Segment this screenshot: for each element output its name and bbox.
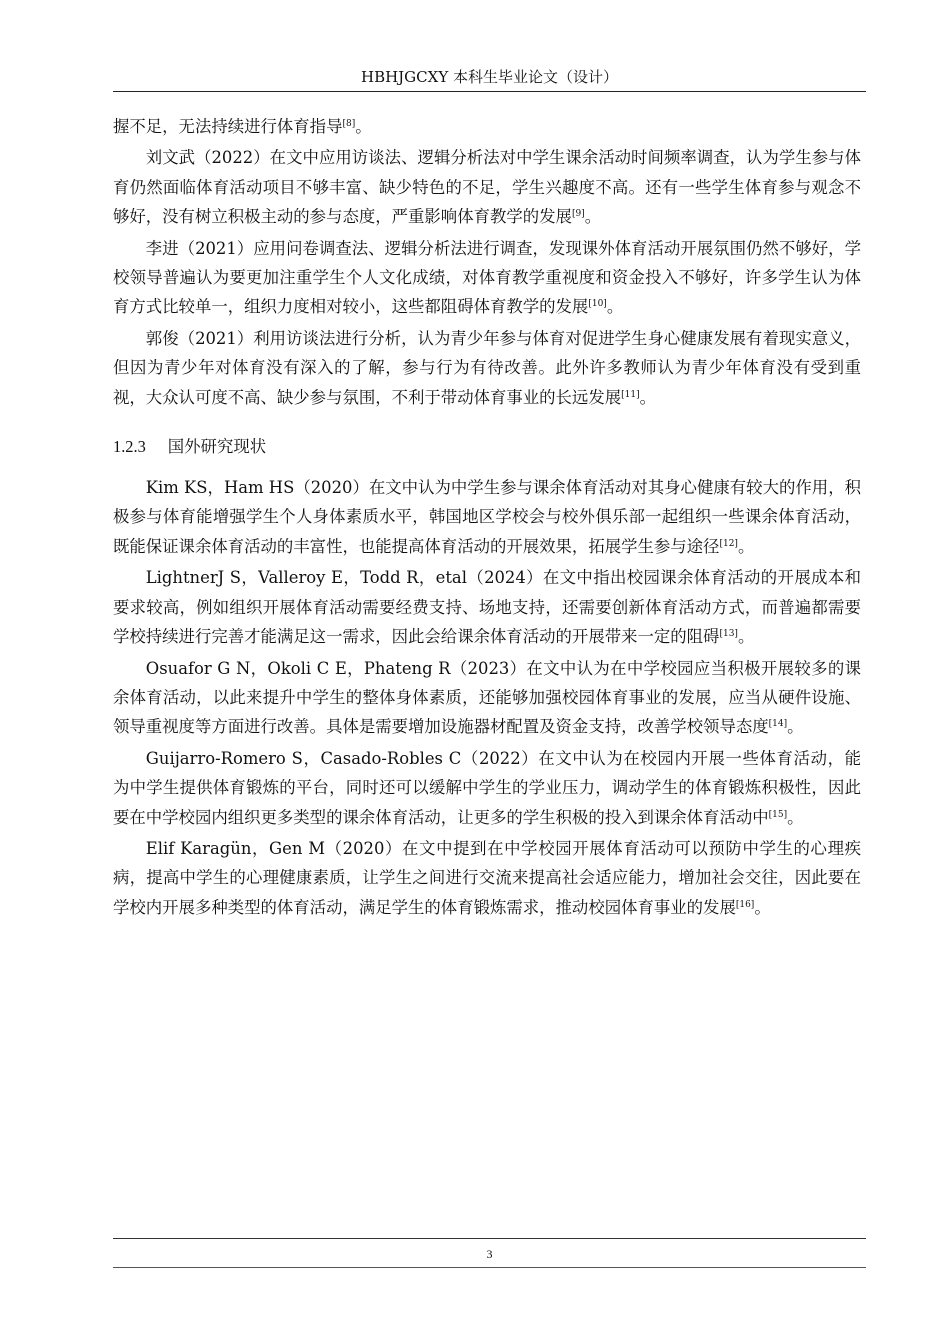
page-number: 3 xyxy=(486,1247,493,1261)
citation-ref: [11] xyxy=(621,389,640,400)
citation-ref: [12] xyxy=(719,538,738,549)
paragraph-osuafor: Osuafor G N，Okoli C E，Phateng R（2023）在文中认为在中学校园应当积极开展较多的课余体育活动，以此来提升中学生的整体身体素质，还能够加强校园体育事业的发展，应当从硬件设施、领导重视度等方面进行改善。具体是需要增加设施器材配置及资金支持，改善学校领导态度[14]。 xyxy=(113,658,861,737)
citation-ref: [13] xyxy=(719,629,738,640)
header-rule xyxy=(113,91,866,92)
paragraph-guo: 郭俊（2021）利用访谈法进行分析，认为青少年参与体育对促进学生身心健康发展有着现实意义，但因为青少年对体育没有深入的了解，参与行为有待改善。此外许多教师认为青少年体育没有受到重视，大众认可度不高、缺少参与氛围，不利于带动体育事业的长远发展[11]。 xyxy=(113,328,861,407)
body-content xyxy=(113,112,861,922)
paragraph-guijarro: Guijarro-Romero S，Casado-Robles C（2022）在文中认为在校园内开展一些体育活动，能为中学生提供体育锻炼的平台，同时还可以缓解中学生的学业压力，调动学生的体育锻炼积极性，因此要在中学校园内组织更多类型的课余体育活动，让更多的学生积极的投入到课余体育活动中[15]。 xyxy=(113,748,861,827)
paragraph-liu: 刘文武（2022）在文中应用访谈法、逻辑分析法对中学生课余活动时间频率调查，认为学生参与体育仍然面临体育活动项目不够丰富、缺少特色的不足，学生兴趣度不高。还有一些学生体育参与观念不够好，没有树立积极主动的参与态度，严重影响体育教学的发展[9]。 xyxy=(113,148,861,227)
paragraph-li: 李进（2021）应用问卷调查法、逻辑分析法进行调查，发现课外体育活动开展氛围仍然不够好，学校领导普遍认为要更加注重学生个人文化成绩，对体育教学重视度和资金投入不够好，许多学生认为体育方式比较单一，组织力度相对较小，这些都阻碍体育教学的发展[10]。 xyxy=(113,238,861,317)
paragraph-elif: Elif Karagün，Gen M（2020）在文中提到在中学校园开展体育活动可以预防中学生的心理疾病，提高中学生的心理健康素质，让学生之间进行交流来提高社会适应能力，增加社会交往，因此要在学校内开展多种类型的体育活动，满足学生的体育锻炼需求，推动校园体育事业的发展[16]。 xyxy=(113,838,861,917)
citation-ref: [14] xyxy=(768,719,788,730)
paragraph-lightner: LightnerJ S，Valleroy E，Todd R，etal（2024）在文中指出校园课余体育活动的开展成本和要求较高，例如组织开展体育活动需要经费支持、场地支持，还需要创新体育活动方式，而普遍都需要学校持续进行完善才能满足这一需求，因此会给课余体育活动的开展带来一定的阻碍[13]。 xyxy=(113,568,861,647)
footer-bottom-rule xyxy=(113,1267,866,1268)
footer-rule xyxy=(113,1238,866,1239)
citation-ref: [9] xyxy=(571,209,585,220)
paragraph-continued: 握不足，无法持续进行体育指导[8]。 xyxy=(113,117,372,136)
section-heading xyxy=(113,432,861,461)
citation-ref: [15] xyxy=(768,809,788,820)
paragraph-kim: Kim KS，Ham HS（2020）在文中认为中学生参与课余体育活动对其身心健康有较大的作用，积极参与体育能增强学生个人身体素质水平，韩国地区学校会与校外俱乐部一起组织一些课余体育活动，既能保证课余体育活动的丰富性，也能提高体育活动的开展效果，拓展学生参与途径[12]。 xyxy=(113,478,861,556)
page-header: HBHJGCXY 本科生毕业论文（设计） xyxy=(360,68,618,86)
citation-ref: [16] xyxy=(735,899,755,910)
section-title: 国外研究现状 xyxy=(167,437,267,457)
citation-ref: [10] xyxy=(588,299,607,310)
section-number: 1.2.3 xyxy=(113,437,146,457)
citation-ref: [8] xyxy=(342,119,356,129)
